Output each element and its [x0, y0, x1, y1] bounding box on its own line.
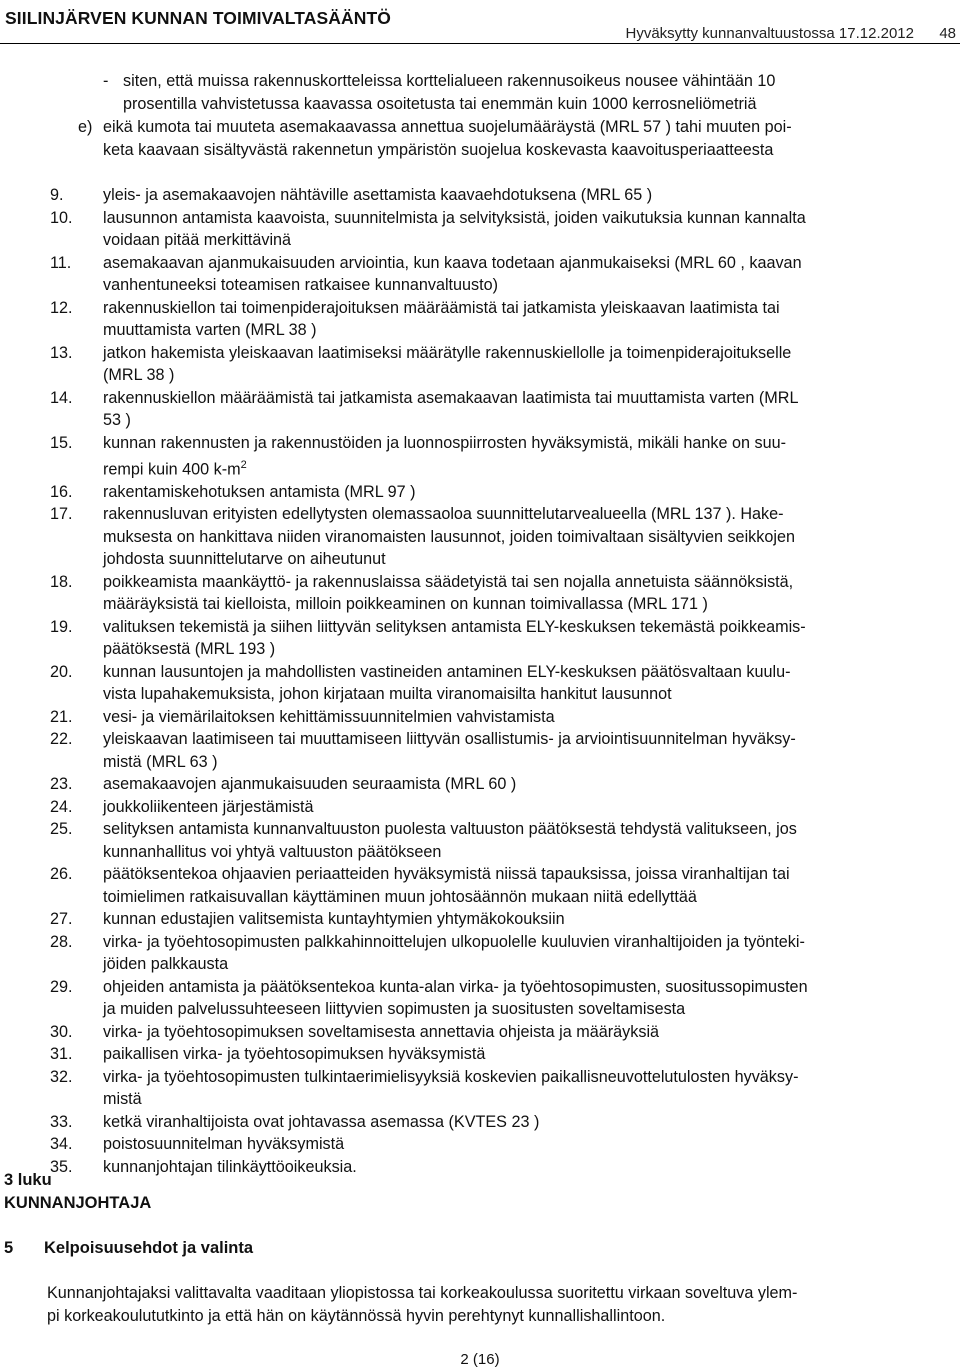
list-item: [0, 297, 943, 342]
item-number: 11.: [50, 253, 72, 272]
document-title: SIILINJÄRVEN KUNNAN TOIMIVALTASÄÄNTÖ: [5, 8, 392, 28]
item-text-line: [103, 229, 943, 252]
item-number: 30.: [50, 1022, 73, 1041]
chapter-heading: [4, 1169, 151, 1214]
item-text-line: [103, 571, 943, 594]
list-item: [0, 481, 943, 504]
item-text-line: [103, 908, 943, 931]
item-text-line: [103, 841, 943, 864]
item-text-line: [103, 773, 943, 796]
list-item: [0, 252, 943, 297]
list-item: [0, 706, 943, 729]
list-item: [0, 1021, 943, 1044]
item-number: 27.: [50, 910, 73, 929]
item-text: muuttamista varten (MRL 38 ): [103, 321, 317, 339]
item-text: toimielimen ratkaisuvallan käyttäminen muun johtosäännön mukaan niitä edellyttää: [103, 887, 697, 906]
list-item: [0, 661, 943, 706]
list-item: [0, 908, 943, 931]
list-item: [0, 387, 943, 432]
dash-bullet: -: [103, 72, 109, 90]
list-item: [0, 863, 943, 908]
item-text: rakentamiskehotuksen antamista (MRL 97 ): [103, 482, 416, 501]
item-number: 26.: [50, 865, 73, 884]
item-text: rempi kuin 400 k-m: [103, 460, 241, 479]
item-text: päätöksestä (MRL 193 ): [103, 640, 276, 659]
item-text: mistä: [103, 1090, 142, 1109]
list-item: [0, 616, 943, 661]
item-text-line: [103, 432, 943, 455]
item-text: ohjeiden antamista ja päätöksentekoa kunta-alan virka- ja työehtosopimusten, suositussopimusten: [103, 977, 808, 996]
item-text-line: [103, 319, 943, 342]
item-text: valituksen tekemistä ja siihen liittyvän selityksen antamista ELY-keskuksen tekemästä poikkeamis-: [103, 617, 806, 636]
item-number: 15.: [50, 433, 73, 452]
item-text: ja muiden palvelussuhteeseen liittyvien sopimusten ja suositusten soveltamisesta: [103, 1000, 686, 1019]
header-divider: [0, 43, 960, 44]
item-number: 31.: [50, 1045, 73, 1064]
item-text: kunnan edustajien valitsemista kuntayhtymien yhtymäkokouksiin: [103, 910, 565, 929]
item-text-line: [103, 706, 943, 729]
item-text-line: [103, 184, 943, 207]
item-number: 33.: [50, 1112, 73, 1131]
item-text: vanhentuneeksi toteamisen ratkaisee kunnanvaltuusto): [103, 276, 499, 294]
item-text-line: [103, 998, 943, 1021]
item-text-line: [103, 274, 943, 297]
authority-list: [0, 184, 960, 1178]
list-item: [0, 976, 943, 1021]
item-text: asemakaavan ajanmukaisuuden arviointia, kun kaava todetaan ajanmukaiseksi (MRL 60 , kaavan: [103, 253, 802, 272]
item-e-line: eikä kumota tai muuteta asemakaavassa annettua suojelumääräystä (MRL 57 ) tahi muuten poi-: [103, 118, 792, 136]
item-e-text: [103, 116, 953, 161]
item-text: virka- ja työehtosopimusten palkkahinnoittelujen ulkopuolelle kuuluvien viranhaltijoiden ja työnteki-: [103, 932, 805, 951]
intro-dash-text: [123, 70, 953, 115]
list-item: [0, 1111, 943, 1134]
item-number: 17.: [50, 505, 73, 524]
item-number: 32.: [50, 1067, 73, 1086]
item-text-line: [103, 1111, 943, 1134]
item-text: päätöksentekoa ohjaavien periaatteiden hyväksymistä niissä tapauksissa, joissa viranhaltijan tai: [103, 865, 790, 884]
item-text-line: [103, 728, 943, 751]
list-item: [0, 931, 943, 976]
item-text: yleiskaavan laatimiseen tai muuttamiseen liittyvän osallistumis- ja arviointisuunnitelman hyväksy-: [103, 730, 796, 749]
chapter-title: KUNNANJOHTAJA: [4, 1193, 152, 1212]
item-text-line: [103, 526, 943, 549]
item-text: määräyksistä tai kielloista, milloin poikkeaminen on kunnan toimivallassa (MRL 171 ): [103, 595, 708, 614]
superscript: 2: [240, 459, 247, 471]
item-text: johdosta suunnittelutarve on aiheutunut: [103, 550, 386, 569]
item-number: 28.: [50, 932, 73, 951]
item-text-line: [103, 1156, 943, 1179]
body-line: Kunnanjohtajaksi valittavalta vaaditaan yliopistossa tai korkeakoulussa suoritettu virkaan soveltuva ylem-: [47, 1284, 798, 1302]
footer-page-label: 2 (16): [460, 1351, 500, 1368]
item-number: 9.: [50, 186, 64, 204]
item-text-line: [103, 207, 943, 230]
item-number: 25.: [50, 820, 73, 839]
item-text-line: [103, 976, 943, 999]
item-text: voidaan pitää merkittävinä: [103, 231, 292, 249]
item-text-line: [103, 593, 943, 616]
item-text: ketkä viranhaltijoista ovat johtavassa asemassa (KVTES 23 ): [103, 1112, 540, 1131]
item-text: jöiden palkkausta: [103, 955, 229, 974]
item-text-line: [103, 953, 943, 976]
list-item: [0, 796, 943, 819]
intro-dash-line: siten, että muissa rakennuskortteleissa korttelialueen rakennusoikeus nousee vähintään 10: [123, 72, 776, 90]
item-text: poikkeamista maankäyttö- ja rakennuslaissa säädetyistä tai sen nojalla annetuista säännöksistä,: [103, 572, 794, 591]
item-text: joukkoliikenteen järjestämistä: [103, 797, 314, 816]
header-page-number: 48: [939, 25, 956, 42]
list-item: [0, 1043, 943, 1066]
item-number: 14.: [50, 388, 73, 407]
item-text: kunnan lausuntojen ja mahdollisten vastineiden antaminen ELY-keskuksen päätösvaltaan kuulu-: [103, 662, 791, 681]
list-item: [0, 728, 943, 773]
item-text-line: [103, 638, 943, 661]
item-number: 12.: [50, 298, 73, 317]
item-text: muksesta on hankittava niiden viranomaisten lausunnot, joiden toimivaltaan sisältyvien seikkojen: [103, 527, 795, 546]
item-text: rakennuskiellon tai toimenpiderajoituksen määräämistä tai jatkamista yleiskaavan laatimista tai: [103, 298, 780, 317]
body-paragraph: [47, 1282, 947, 1327]
item-text: vista lupahakemuksista, johon kirjataan muilta viranomaisilta hankitut lausunnot: [103, 685, 672, 704]
list-item: [0, 503, 943, 571]
item-text: asemakaavojen ajanmukaisuuden seuraamista (MRL 60 ): [103, 775, 517, 794]
item-text-line: [103, 886, 943, 909]
item-text-line: [103, 796, 943, 819]
item-text-line: [103, 863, 943, 886]
item-text-line: [103, 818, 943, 841]
chapter-number: 3 luku: [4, 1171, 52, 1189]
item-text-line: [103, 454, 943, 481]
item-text: rakennuskiellon määräämistä tai jatkamista asemakaavan laatimista tai muuttamista varten (MRL: [103, 388, 799, 407]
item-text: yleis- ja asemakaavojen nähtäville asettamista kaavaehdotuksena (MRL 65 ): [103, 186, 653, 204]
list-item: [0, 1066, 943, 1111]
item-number: 10.: [50, 208, 73, 227]
item-text-line: [103, 1021, 943, 1044]
item-text-line: [103, 342, 943, 365]
item-text: 53 ): [103, 411, 131, 429]
item-text-line: [103, 548, 943, 571]
item-e-line: keta kaavaan sisältyvästä rakennetun ympäristön suojelua koskevasta kaavoitusperiaatteesta: [103, 140, 774, 159]
item-number: 23.: [50, 775, 73, 794]
item-text-line: [103, 1066, 943, 1089]
intro-dash-line: prosentilla vahvistetussa kaavassa osoitetusta tai enemmän kuin 1000 kerrosneliömetriä: [123, 94, 757, 113]
item-text: virka- ja työehtosopimuksen soveltamisesta annettavia ohjeista ja määräyksiä: [103, 1022, 660, 1041]
item-number: 21.: [50, 707, 73, 726]
item-text-line: [103, 683, 943, 706]
item-text-line: [103, 1133, 943, 1156]
item-number: 18.: [50, 572, 73, 591]
item-e-label: e): [78, 118, 93, 136]
item-number: 13.: [50, 343, 73, 362]
list-item: [0, 773, 943, 796]
item-text: jatkon hakemista yleiskaavan laatimiseksi määrätylle rakennuskiellolle ja toimenpiderajoitukselle: [103, 343, 792, 362]
item-text-line: [103, 364, 943, 387]
body-line: pi korkeakoulututkinto ja että hän on käytännössä hyvin perehtynyt kunnallishallintoon.: [47, 1306, 666, 1325]
item-text-line: [103, 409, 943, 432]
page-header: [0, 0, 960, 44]
item-text-line: [103, 252, 943, 275]
section-number: 5: [4, 1239, 14, 1257]
item-text-line: [103, 297, 943, 320]
item-text-line: [103, 751, 943, 774]
item-number: 19.: [50, 617, 73, 636]
item-text-line: [103, 616, 943, 639]
item-text: kunnanjohtajan tilinkäyttöoikeuksia.: [103, 1157, 357, 1176]
list-item: [0, 207, 943, 252]
item-text-line: [103, 481, 943, 504]
item-text: mistä (MRL 63 ): [103, 752, 218, 771]
item-number: 24.: [50, 797, 73, 816]
item-text: poistosuunnitelman hyväksymistä: [103, 1135, 345, 1154]
item-text: kunnanhallitus voi yhtyä valtuuston päätökseen: [103, 842, 442, 861]
item-text: vesi- ja viemärilaitoksen kehittämissuunnitelmien vahvistamista: [103, 707, 555, 726]
item-text: kunnan rakennusten ja rakennustöiden ja luonnospiirrosten hyväksymistä, mikäli hanke on suu-: [103, 433, 786, 452]
item-text-line: [103, 387, 943, 410]
item-number: 20.: [50, 662, 73, 681]
approval-note: Hyväksytty kunnanvaltuustossa 17.12.2012: [625, 25, 914, 42]
item-text: (MRL 38 ): [103, 366, 175, 384]
item-number: 16.: [50, 482, 73, 501]
section-title: Kelpoisuusehdot ja valinta: [44, 1239, 254, 1257]
item-number: 34.: [50, 1135, 73, 1154]
list-item: [0, 1133, 943, 1156]
item-number: 35.: [50, 1157, 73, 1176]
list-item: [0, 342, 943, 387]
list-item: [0, 432, 943, 481]
item-text: paikallisen virka- ja työehtosopimuksen hyväksymistä: [103, 1045, 486, 1064]
section-heading: [4, 1239, 253, 1258]
list-item: [0, 818, 943, 863]
item-number: 22.: [50, 730, 73, 749]
item-text: rakennusluvan erityisten edellytysten olemassaoloa suunnittelutarvealueella (MRL 137 ). Hake-: [103, 505, 784, 524]
item-text-line: [103, 503, 943, 526]
item-text-line: [103, 1088, 943, 1111]
item-text: virka- ja työehtosopimusten tulkintaerimielisyyksiä koskevien paikallisneuvottelutulosten hyväksy-: [103, 1067, 799, 1086]
item-text: lausunnon antamista kaavoista, suunnitelmista ja selvityksistä, joiden vaikutuksia kunnan kannalta: [103, 208, 806, 227]
item-text-line: [103, 1043, 943, 1066]
item-text-line: [103, 931, 943, 954]
item-number: 29.: [50, 977, 73, 996]
item-text: selityksen antamista kunnanvaltuuston puolesta valtuuston päätöksestä tehdystä valitukseen, jos: [103, 820, 797, 839]
list-item: [0, 184, 943, 207]
list-item: [0, 571, 943, 616]
item-text-line: [103, 661, 943, 684]
